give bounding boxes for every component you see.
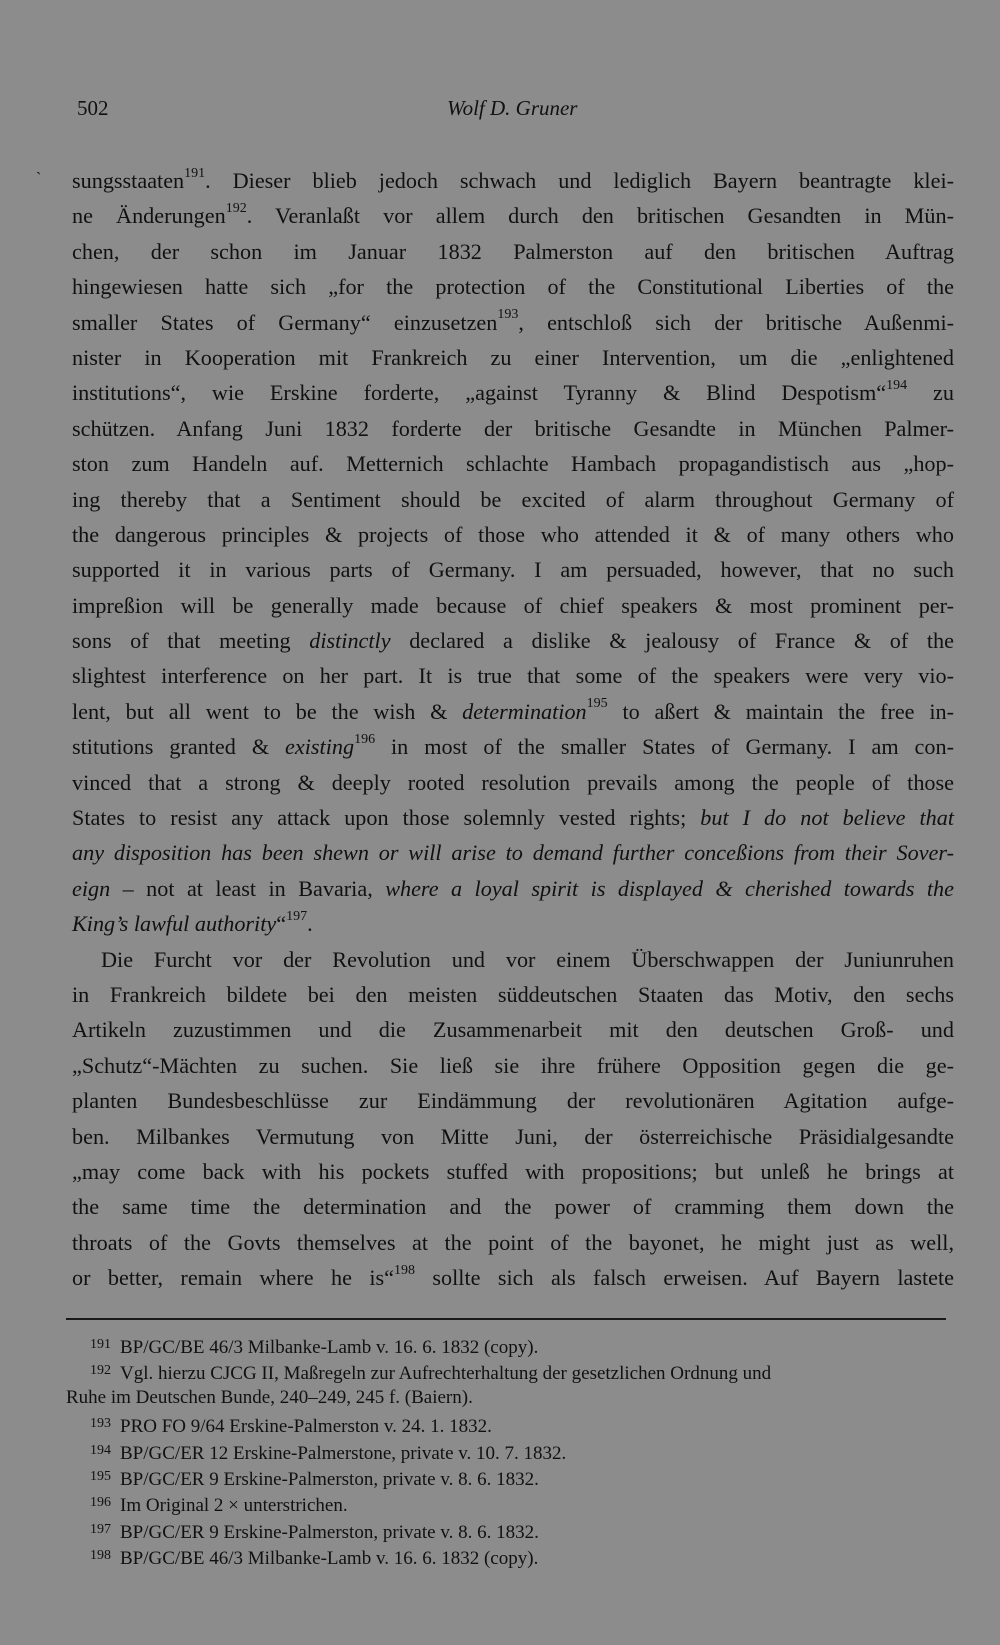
text-segment: „may come back with his pockets stuffed with propositions; but unleß he brings at: [72, 1158, 954, 1184]
text-line: [72, 1260, 954, 1295]
text-segment: “: [276, 911, 287, 937]
text-segment: chen, der schon im Januar 1832 Palmerston auf den britischen Auftrag: [72, 238, 954, 264]
footnote: [66, 1411, 956, 1437]
text-segment: . Dieser blieb jedoch schwach und lediglich Bayern beantragte klei-: [205, 168, 954, 193]
text-segment: zu: [907, 380, 954, 406]
text-line: [72, 1189, 954, 1224]
text-line: [72, 588, 954, 623]
footnote-text: BP/GC/ER 9 Erskine-Palmerston, private v. 8. 6. 1832.: [120, 1521, 539, 1543]
text-line: [72, 658, 954, 693]
text-segment: Artikeln zuzustimmen und die Zusammenarbeit mit den deutschen Groß- und: [72, 1017, 954, 1043]
footnote-text: Im Original 2 × unterstrichen.: [120, 1495, 348, 1517]
text-line: [72, 517, 954, 552]
footnote-ref: 194: [886, 377, 908, 393]
footnote-ref: 197: [286, 908, 308, 924]
text-segment: sons of that meeting: [72, 628, 310, 654]
text-segment: sungsstaaten: [72, 168, 185, 193]
text-line: [72, 765, 954, 800]
footnote-ref: 196: [354, 731, 376, 747]
footnotes: [66, 1332, 956, 1570]
text-line: [72, 694, 954, 729]
text-line: [72, 340, 954, 375]
footnote-ref: 192: [225, 201, 247, 216]
text-segment: or better, remain where he is“: [72, 1265, 394, 1291]
text-line: [72, 1083, 954, 1118]
text-segment: vinced that a strong & deeply rooted resolution prevails among the people of those: [72, 769, 954, 795]
footnote-number: 191: [90, 1337, 111, 1352]
footnote-number: 192: [90, 1363, 111, 1379]
text-segment: . Veranlaßt vor allem durch den britischen Gesandten in Mün-: [246, 203, 954, 229]
margin-mark: `: [36, 170, 42, 187]
text-line: [72, 552, 954, 587]
text-line: [72, 977, 954, 1012]
italic-text: determination: [462, 698, 587, 724]
text-line: [72, 729, 954, 764]
text-segment: the dangerous principles & projects of those who attended it & of many others who: [72, 521, 954, 547]
text-segment: in Frankreich bildete bei den meisten süddeutschen Staaten das Motiv, den sechs: [72, 981, 954, 1007]
footnote-text: BP/GC/ER 9 Erskine-Palmerston, private v. 8. 6. 1832.: [120, 1468, 539, 1490]
footnote-text: Vgl. hierzu CJCG II, Maßregeln zur Aufrechterhaltung der gesetzlichen Ordnung und: [120, 1363, 772, 1385]
text-segment: declared a dislike & jealousy of France & of the: [390, 628, 954, 654]
text-line: [72, 305, 954, 340]
footnote-number: 195: [90, 1468, 111, 1484]
text-line: [72, 375, 954, 410]
italic-text: any disposition has been shewn or will arise to demand further conceßions from their Sover-: [72, 840, 954, 866]
footnote: [66, 1358, 956, 1384]
italic-text: existing: [285, 734, 355, 760]
text-line: [72, 482, 954, 517]
footnote-number: 198: [90, 1548, 111, 1564]
text-line: [72, 411, 954, 446]
text-line: [72, 269, 954, 304]
text-line: [72, 198, 954, 233]
footnote-rule: [66, 1318, 946, 1320]
text-segment: in most of the smaller States of Germany. I am con-: [375, 734, 954, 760]
text-segment: sollte sich als falsch erweisen. Auf Bayern lastete: [415, 1265, 954, 1291]
page-header: [77, 96, 955, 130]
text-segment: slightest interference on her part. It is true that some of the speakers were very vio-: [72, 663, 954, 689]
text-segment: schützen. Anfang Juni 1832 forderte der britische Gesandte in München Palmer-: [72, 415, 954, 441]
text-segment: smaller States of Germany“ einzusetzen: [72, 309, 498, 335]
footnote: [66, 1543, 956, 1569]
italic-text: eign: [72, 875, 111, 901]
footnote-number: 197: [90, 1521, 111, 1537]
text-line: [72, 1119, 954, 1154]
text-segment: „Schutz“-Mächten zu suchen. Sie ließ sie ihre frühere Opposition gegen die ge-: [72, 1052, 954, 1078]
footnote-number: 193: [90, 1416, 111, 1432]
text-segment: nister in Kooperation mit Frankreich zu einer Intervention, um die „enlightened: [72, 344, 954, 370]
footnote-text: PRO FO 9/64 Erskine-Palmerston v. 24. 1. 1832.: [120, 1416, 492, 1438]
text-line: [72, 1225, 954, 1260]
text-segment: ston zum Handeln auf. Metternich schlachte Hambach propagandistisch aus „hop-: [72, 451, 954, 477]
text-line: [72, 1012, 954, 1047]
body-text: [72, 163, 954, 1296]
text-segment: stitutions granted &: [72, 734, 286, 760]
footnote-continuation: Ruhe im Deutschen Bunde, 240–249, 245 f. (Baiern).: [66, 1386, 473, 1408]
text-line: [72, 1154, 954, 1189]
text-segment: .: [307, 911, 313, 937]
text-line: [72, 1048, 954, 1083]
text-segment: ben. Milbankes Vermutung von Mitte Juni, der österreichische Präsidialgesandte: [72, 1123, 954, 1149]
footnote-ref: 191: [184, 165, 206, 181]
footnote: [66, 1438, 956, 1464]
footnote-ref: 193: [497, 307, 519, 323]
text-line: [72, 800, 954, 835]
text-segment: hingewiesen hatte sich „for the protection of the Constitutional Liberties of the: [72, 274, 954, 300]
text-line: [72, 623, 954, 658]
text-segment: – not at least in Bavaria,: [110, 875, 386, 901]
text-segment: supported it in various parts of Germany. I am persuaded, however, that no such: [72, 557, 954, 583]
text-segment: institutions“, wie Erskine forderte, „against Tyranny & Blind Despotism“: [72, 380, 887, 406]
footnote: [66, 1464, 956, 1490]
footnote: [66, 1517, 956, 1543]
text-segment: to aßert & maintain the free in-: [607, 698, 954, 724]
text-segment: ne Änderungen: [72, 203, 226, 229]
footnote-number: 194: [90, 1442, 111, 1458]
footnote-text: BP/GC/BE 46/3 Milbanke-Lamb v. 16. 6. 1832 (copy).: [120, 1337, 539, 1358]
text-segment: the same time the determination and the power of cramming them down the: [72, 1194, 954, 1220]
text-line: [72, 835, 954, 870]
italic-text: where a loyal spirit is displayed & cherished towards the: [385, 875, 954, 901]
italic-text: distinctly: [309, 628, 391, 654]
text-line: [72, 906, 954, 941]
page-number: 502: [77, 96, 109, 120]
footnote-number: 196: [90, 1495, 111, 1511]
text-line: [72, 871, 954, 906]
text-segment: throats of the Govts themselves at the point of the bayonet, he might just as well,: [72, 1229, 954, 1255]
footnote: [66, 1490, 956, 1516]
text-segment: , entschloß sich der britische Außenmi-: [518, 309, 954, 335]
text-segment: lent, but all went to be the wish &: [72, 698, 463, 724]
footnote-ref: 195: [586, 696, 608, 712]
italic-text: but I do not believe that: [700, 805, 954, 831]
footnote: [66, 1332, 956, 1358]
text-line: [72, 942, 954, 977]
footnote-ref: 198: [394, 1262, 415, 1278]
footnote-text: BP/GC/BE 46/3 Milbanke-Lamb v. 16. 6. 1832 (copy).: [120, 1548, 539, 1570]
italic-text: King’s lawful authority: [72, 911, 277, 937]
text-segment: planten Bundesbeschlüsse zur Eindämmung der revolutionären Agitation aufge-: [72, 1088, 954, 1114]
text-line: [72, 234, 954, 269]
text-segment: Die Furcht vor der Revolution und vor einem Überschwappen der Juniunruhen: [101, 946, 954, 972]
text-segment: ing thereby that a Sentiment should be excited of alarm throughout Germany of: [72, 486, 954, 512]
text-line: [72, 163, 954, 198]
running-head: Wolf D. Gruner: [447, 96, 578, 120]
footnote-text: BP/GC/ER 12 Erskine-Palmerstone, private v. 10. 7. 1832.: [120, 1442, 567, 1464]
text-line: [72, 446, 954, 481]
text-segment: States to resist any attack upon those solemnly vested rights;: [72, 805, 701, 831]
text-segment: impreßion will be generally made because of chief speakers & most prominent per-: [72, 592, 954, 618]
